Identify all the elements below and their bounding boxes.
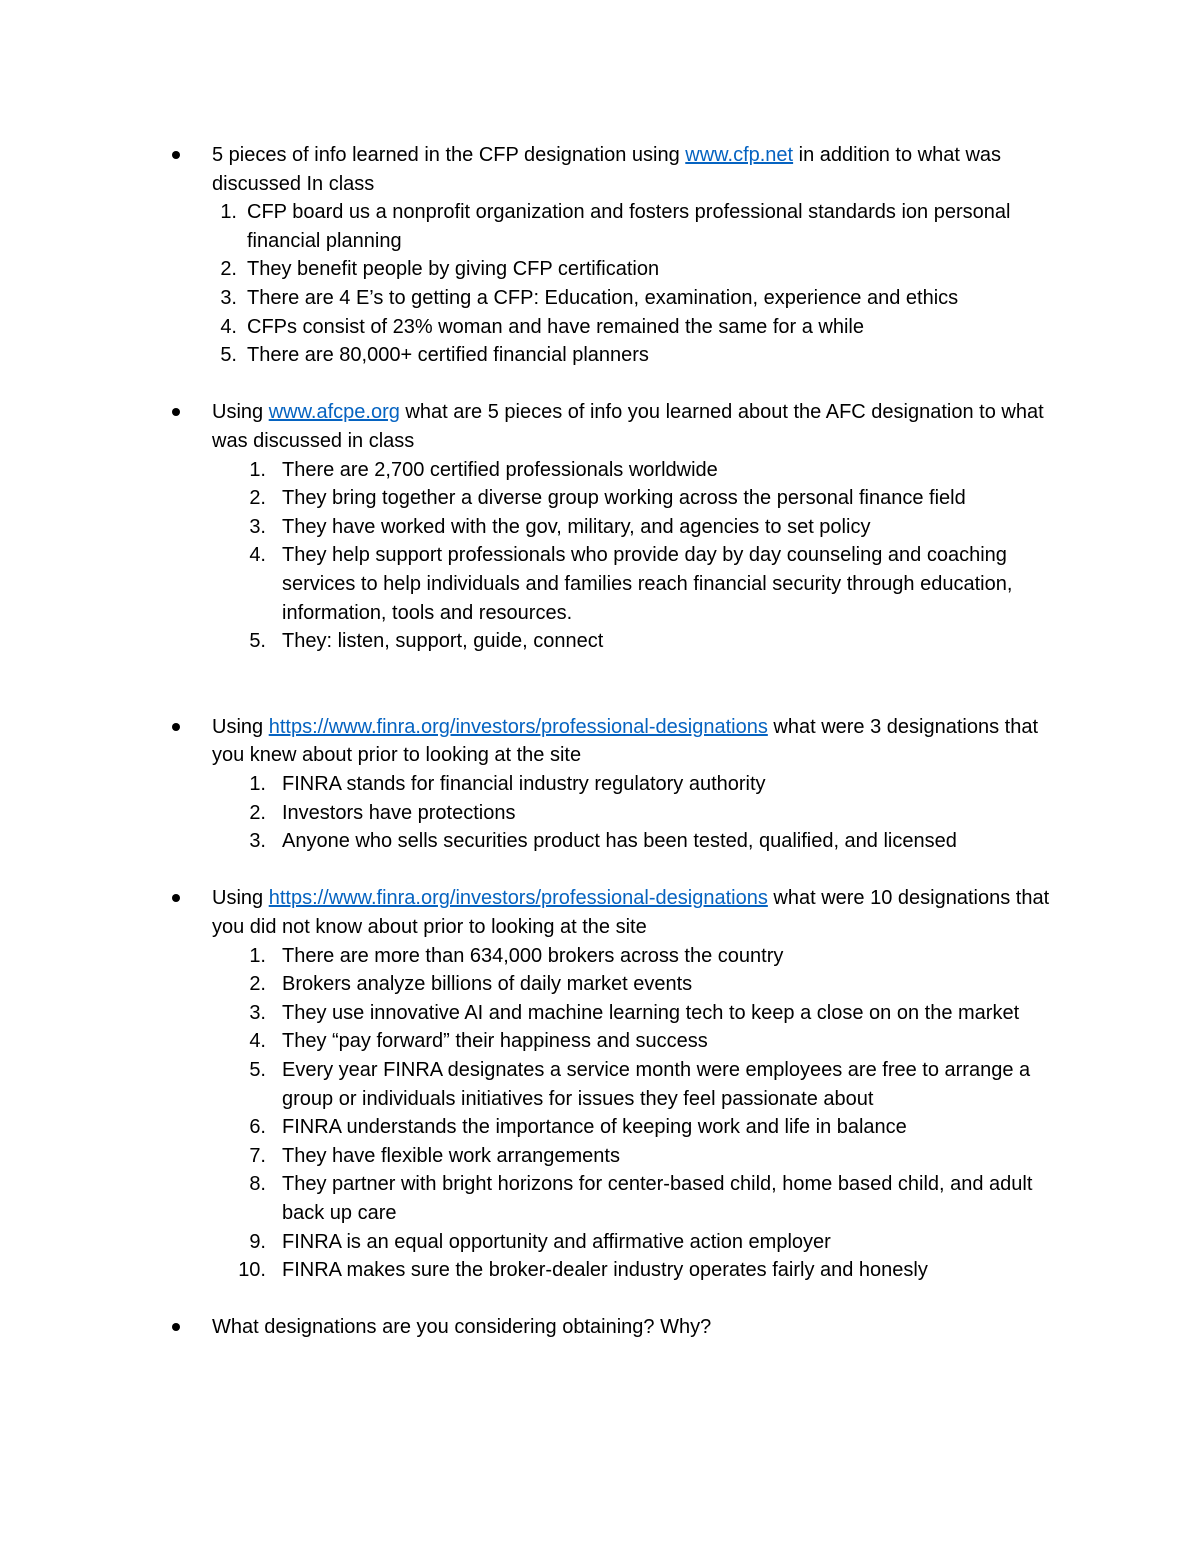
list-item: 3. Anyone who sells securities product has been tested, qualified, and licensed [249,830,957,853]
list-item: 1. FINRA stands for financial industry regulatory authority [249,773,766,796]
final-question-text: What designations are you considering obtaining? Why? [212,1316,712,1339]
cfp-link[interactable]: www.cfp.net [685,144,794,166]
list-item: 6. FINRA understands the importance of keeping work and life in balance [249,1116,907,1139]
section-prompt: Using https://www.finra.org/investors/professional-designations what were 10 designations that you did not know about prior to looking at the site [212,887,1050,939]
list-item: 5. They: listen, support, guide, connect [249,630,604,653]
list-item: 5. There are 80,000+ certified financial planners [220,344,649,367]
list-item: 2. Investors have protections [249,801,516,824]
list-item: 3. They have worked with the gov, military, and agencies to set policy [249,515,871,538]
list-item: 1. CFP board us a nonprofit organization and fosters professional standards ion personal financial planning [220,201,1011,252]
section-cfp [172,141,1072,370]
numbered-list [212,198,1072,370]
list-item: 4. They help support professionals who provide day by day counseling and coaching services to help individuals and families reach financial security through education, information, tools and resources. [249,544,1013,624]
afcpe-link[interactable]: www.afcpe.org [268,401,400,424]
bullet-icon [172,1323,180,1331]
numbered-list [212,942,1072,1285]
list-item: 4. They “pay forward” their happiness and success [249,1030,708,1053]
list-item: 3. There are 4 E’s to getting a CFP: Education, examination, experience and ethics [220,286,959,309]
section-prompt: Using https://www.finra.org/investors/professional-designations what were 3 designations that you knew about prior to looking at the site [212,715,1039,767]
list-item: 2. They bring together a diverse group working across the personal finance field [249,487,966,510]
section-prompt: Using www.afcpe.org what are 5 pieces of info you learned about the AFC designation to what was discussed in class [212,401,1044,452]
section-afc [172,398,1072,655]
list-item: 7. They have flexible work arrangements [249,1144,620,1167]
list-item: 8. They partner with bright horizons for center-based child, home based child, and adult back up care [249,1173,1033,1224]
document-body [172,141,1072,1342]
list-item: 9. FINRA is an equal opportunity and affirmative action employer [249,1230,831,1253]
numbered-list [212,456,1072,656]
finra-link[interactable]: https://www.finra.org/investors/professional-designations [268,887,768,910]
finra-link[interactable]: https://www.finra.org/investors/professional-designations [268,715,768,738]
list-item: 5. Every year FINRA designates a service month were employees are free to arrange a group or individuals initiatives for issues they feel passionate about [249,1059,1031,1110]
list-item: 4. CFPs consist of 23% woman and have remained the same for a while [220,315,864,338]
section-finra-unknown [172,884,1072,1284]
bullet-icon [172,723,180,731]
numbered-list [212,770,1072,856]
section-prompt: 5 pieces of info learned in the CFP designation using www.cfp.net in addition to what was discussed In class [212,144,1002,195]
list-item: 2. Brokers analyze billions of daily market events [249,973,693,996]
list-item: 2. They benefit people by giving CFP certification [220,258,660,281]
list-item: 10. FINRA makes sure the broker-dealer industry operates fairly and honesly [238,1259,928,1282]
bullet-icon [172,894,180,902]
bullet-icon [172,408,180,416]
section-final-question [172,1313,1072,1342]
section-finra-known [172,713,1072,856]
bullet-icon [172,151,180,159]
list-item: 1. There are more than 634,000 brokers across the country [249,944,784,967]
list-item: 3. They use innovative AI and machine learning tech to keep a close on on the market [249,1001,1020,1024]
list-item: 1. There are 2,700 certified professionals worldwide [249,458,718,481]
